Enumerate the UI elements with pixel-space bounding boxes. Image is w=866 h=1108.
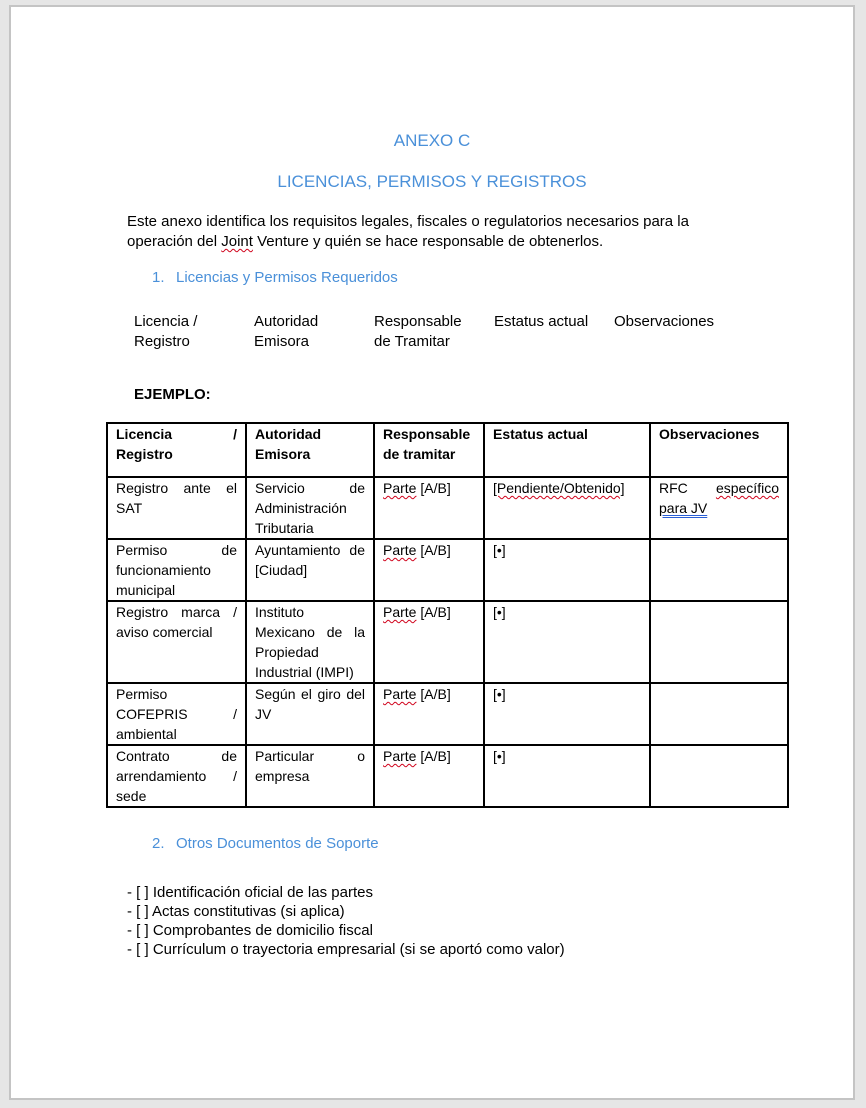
cell-licencia: Contrato de arrendamiento / sede: [107, 745, 246, 807]
table-row: [107, 745, 788, 807]
cell-observaciones: [650, 539, 788, 601]
header-estatus: Estatus actual: [484, 423, 650, 477]
cell-licencia: Registro ante el SAT: [107, 477, 246, 539]
spellcheck-flagged-word[interactable]: específico: [715, 480, 779, 496]
cell-estatus: [•]: [484, 745, 650, 807]
header-responsable: Responsable de tramitar: [374, 423, 484, 477]
intro-paragraph: [127, 212, 757, 252]
plain-header-responsable: Responsable de Tramitar: [374, 313, 462, 350]
cell-observaciones: RFC específico para JV: [650, 477, 788, 539]
table-row: [107, 683, 788, 745]
plain-header-observaciones: Observaciones: [614, 313, 715, 330]
cell-responsable: Parte [A/B]: [374, 683, 484, 745]
header-observaciones: Observaciones: [650, 423, 788, 477]
spellcheck-flagged-word[interactable]: Parte: [383, 542, 417, 558]
section-title: Otros Documentos de Soporte: [176, 835, 379, 852]
cell-autoridad: Particular o empresa: [246, 745, 374, 807]
spellcheck-flagged-word[interactable]: Parte: [383, 604, 417, 620]
requirements-table: [106, 422, 789, 808]
cell-responsable: Parte [A/B]: [374, 477, 484, 539]
cell-estatus: [484, 477, 650, 539]
section-title: Licencias y Permisos Requeridos: [176, 269, 398, 286]
document-page: [9, 5, 855, 1100]
document-subtitle: LICENCIAS, PERMISOS Y REGISTROS: [277, 172, 587, 191]
section-number: 1.: [152, 269, 165, 286]
table-row: [107, 539, 788, 601]
section-number: 2.: [152, 835, 165, 852]
cell-responsable: Parte [A/B]: [374, 745, 484, 807]
checklist-item: - [ ] Actas constitutivas (si aplica): [127, 903, 345, 920]
cell-autoridad: Según el giro del JV: [246, 683, 374, 745]
annex-title: ANEXO C: [393, 131, 471, 150]
spellcheck-flagged-word[interactable]: Parte: [383, 748, 417, 764]
checklist-item: - [ ] Comprobantes de domicilio fiscal: [127, 922, 373, 939]
header-autoridad: Autoridad Emisora: [246, 423, 374, 477]
cell-autoridad: Instituto Mexicano de la Propiedad Industrial (IMPI): [246, 601, 374, 683]
intro-text-end: Venture y quién se hace responsable de obtenerlos.: [252, 233, 604, 250]
cell-observaciones: [650, 601, 788, 683]
table-row: [107, 601, 788, 683]
section-1-heading: [152, 269, 398, 286]
cell-responsable: Parte [A/B]: [374, 539, 484, 601]
cell-responsable: Parte [A/B]: [374, 601, 484, 683]
cell-autoridad: Servicio de Administración Tributaria: [246, 477, 374, 539]
spellcheck-flagged-word[interactable]: Joint: [221, 233, 253, 250]
support-documents-checklist: [127, 883, 565, 959]
cell-estatus: [•]: [484, 601, 650, 683]
plain-header-autoridad: Autoridad Emisora: [254, 313, 319, 350]
plain-header-estatus: Estatus actual: [494, 313, 589, 330]
table-header-row: [107, 423, 788, 477]
cell-licencia: Permiso de funcionamiento municipal: [107, 539, 246, 601]
spellcheck-flagged-word[interactable]: [Pendiente/Obtenido]: [493, 480, 625, 496]
table-row: [107, 477, 788, 539]
cell-observaciones: [650, 683, 788, 745]
cell-estatus: [•]: [484, 683, 650, 745]
cell-licencia: Permiso COFEPRIS / ambiental: [107, 683, 246, 745]
spellcheck-flagged-word[interactable]: Parte: [383, 686, 417, 702]
header-licencia: Licencia / Registro: [107, 423, 246, 477]
cell-licencia: Registro marca / aviso comercial: [107, 601, 246, 683]
cell-autoridad: Ayuntamiento de [Ciudad]: [246, 539, 374, 601]
grammar-flagged-phrase[interactable]: para JV: [659, 500, 708, 516]
plain-header-licencia: Licencia / Registro: [134, 313, 198, 350]
intro-text: Este anexo identifica los requisitos legales, fiscales o regulatorios necesarios para la operación del: [127, 213, 689, 250]
cell-observaciones: [650, 745, 788, 807]
checklist-item: - [ ] Identificación oficial de las partes: [127, 884, 373, 901]
example-label: EJEMPLO:: [134, 386, 211, 403]
cell-estatus: [•]: [484, 539, 650, 601]
checklist-item: - [ ] Currículum o trayectoria empresarial (si se aportó como valor): [127, 941, 565, 958]
section-2-heading: [152, 835, 379, 852]
spellcheck-flagged-word[interactable]: Parte: [383, 480, 417, 496]
